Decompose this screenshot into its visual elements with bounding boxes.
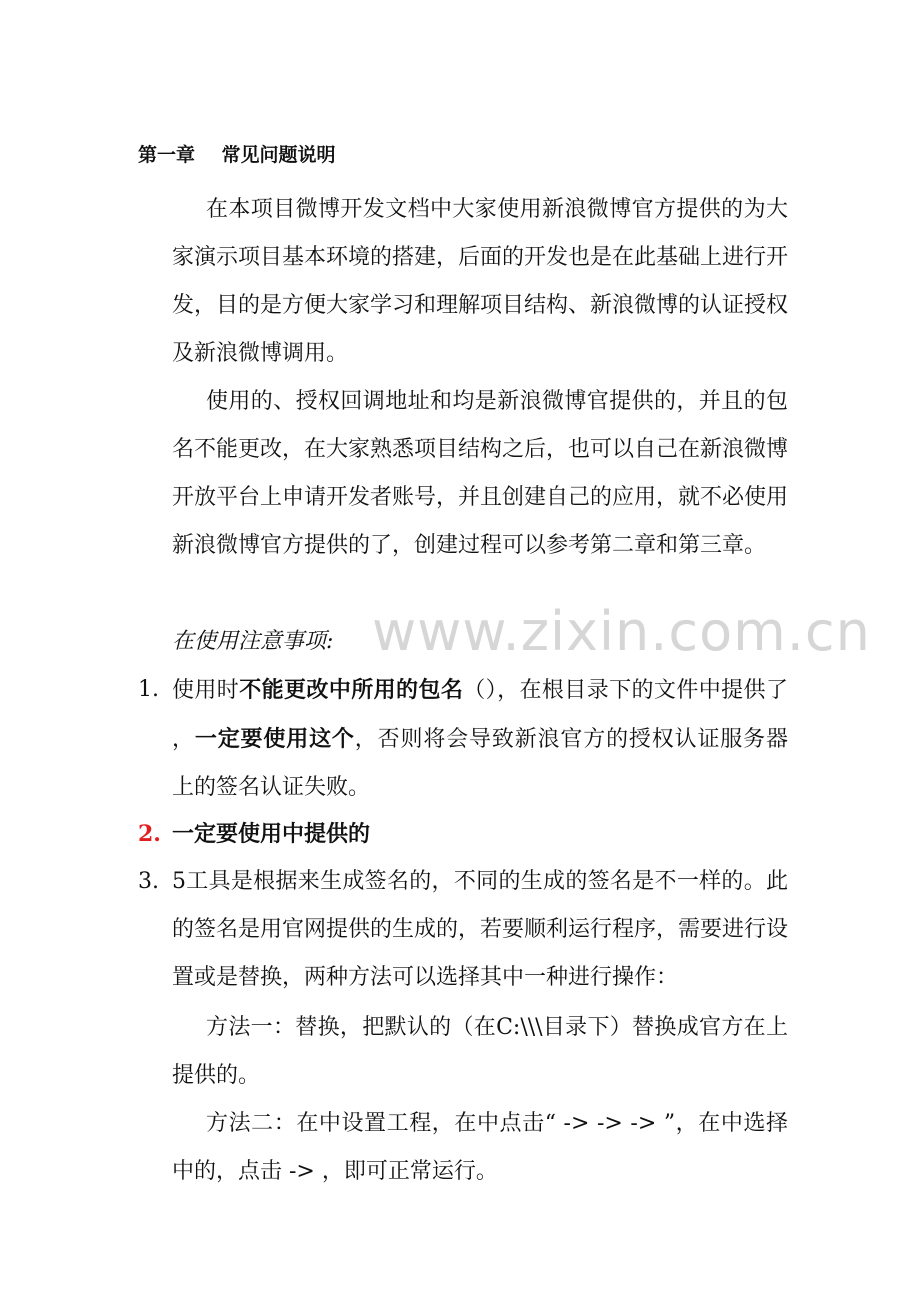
intro-paragraph: 在本项目微博开发文档中大家使用新浪微博官方提供的为大家演示项目基本环境的搭建，后面的开发也是在此基础上进行开发，目的是方便大家学习和理解项目结构、新浪微博的认证授权及新浪微博调用。 xyxy=(172,197,789,366)
list-item-1 xyxy=(138,666,788,812)
usage-paragraph: 使用的、授权回调地址和均是新浪微博官提供的，并且的包名不能更改，在大家熟悉项目结构之后，也可以自己在新浪微博开放平台上申请开发者账号，并且创建自己的应用，就不必使用新浪微博官方提供的了，创建过程可以参考第二章和第三章。 xyxy=(172,389,789,558)
method-two-paragraph: 方法二：在中设置工程，在中点击“ -> -> -> ”，在中选择中的，点击 -> ，即可正常运行。 xyxy=(172,1111,788,1184)
chapter-heading: 第一章 常见问题说明 xyxy=(138,144,336,166)
bold-text: 不能更改中所用的包名 xyxy=(239,677,464,703)
method-one-paragraph: 方法一：替换，把默认的（在C:\\\目录下）替换成官方在上提供的。 xyxy=(172,1015,788,1088)
list-number: 2. xyxy=(138,821,161,847)
list-item-2 xyxy=(138,810,788,858)
list-item-text: 使用时不能更改中所用的包名（），在根目录下的文件中提供了 ，一定要使用这个，否则将会导致新浪官方的授权认证服务器上的签名认证失败。 xyxy=(172,677,788,800)
list-number: 1. xyxy=(138,677,159,702)
watermark: www.zixin.com.cn xyxy=(372,600,871,663)
list-item-3 xyxy=(138,858,788,1002)
notes-heading: 在使用注意事项: xyxy=(172,629,334,654)
bold-text: 一定要使用这个 xyxy=(194,726,355,752)
list-item-text: 一定要使用中提供的 xyxy=(172,821,371,847)
list-number: 3. xyxy=(138,869,159,894)
list-item-text: 5工具是根据来生成签名的，不同的生成的签名是不一样的。此的签名是用官网提供的生成的，若要顺利运行程序，需要进行设置或是替换，两种方法可以选择其中一种进行操作： xyxy=(172,869,789,990)
